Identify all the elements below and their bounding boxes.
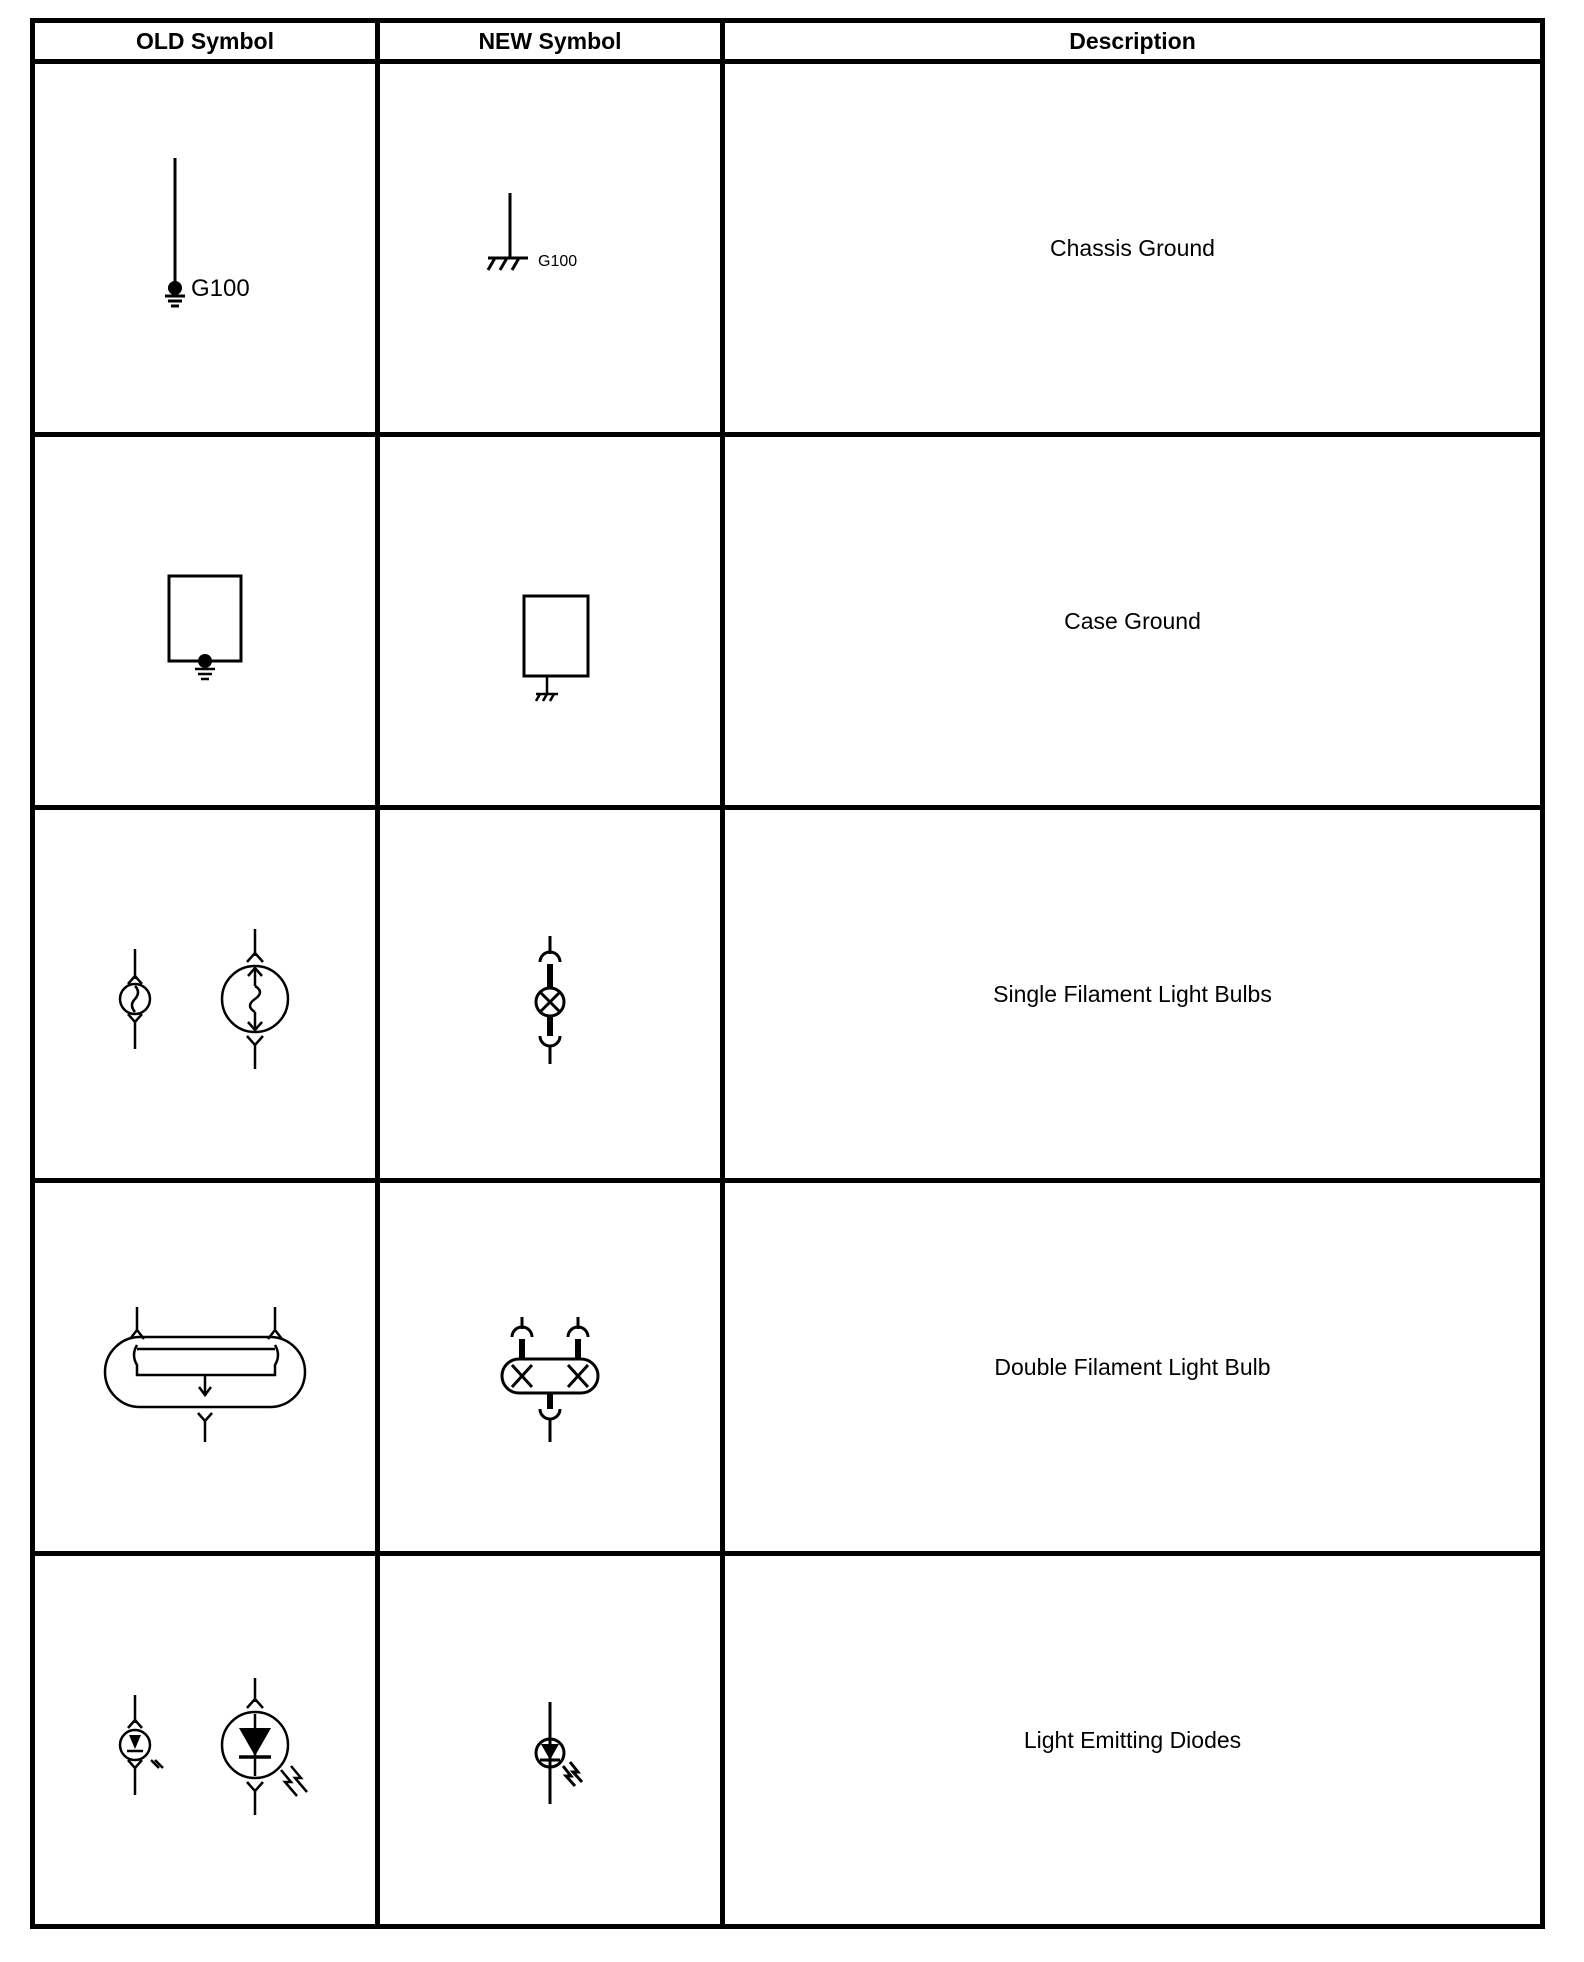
- header-old-symbol: OLD Symbol: [33, 21, 378, 62]
- chassis-ground-old-icon: [105, 118, 305, 378]
- table-row: [33, 435, 1543, 808]
- new-ground-label: G100: [538, 253, 578, 270]
- double-filament-bulb-old-icon: [85, 1237, 325, 1497]
- header-description: Description: [723, 21, 1543, 62]
- old-symbol-cell: [33, 62, 378, 435]
- new-symbol-cell: [378, 1181, 723, 1554]
- new-symbol-cell: [378, 435, 723, 808]
- description-cell: Case Ground: [723, 435, 1543, 808]
- header-row: [33, 21, 1543, 62]
- old-symbol-cell: [33, 808, 378, 1181]
- symbol-comparison-table: [30, 18, 1545, 1929]
- table-row: [33, 808, 1543, 1181]
- description-cell: Chassis Ground: [723, 62, 1543, 435]
- new-symbol-cell: [378, 808, 723, 1181]
- new-symbol-cell: [378, 62, 723, 435]
- table-row: [33, 62, 1543, 435]
- case-ground-new-icon: [450, 491, 650, 751]
- description-cell: Double Filament Light Bulb: [723, 1181, 1543, 1554]
- old-symbol-cell: [33, 435, 378, 808]
- header-new-symbol: NEW Symbol: [378, 21, 723, 62]
- single-filament-bulb-old-icon: [85, 864, 325, 1124]
- led-old-icon: [85, 1610, 325, 1870]
- single-filament-bulb-new-icon: [450, 864, 650, 1124]
- table-row: [33, 1554, 1543, 1927]
- double-filament-bulb-new-icon: [450, 1237, 650, 1497]
- description-cell: Single Filament Light Bulbs: [723, 808, 1543, 1181]
- old-symbol-cell: [33, 1181, 378, 1554]
- case-ground-old-icon: [105, 491, 305, 751]
- description-cell: Light Emitting Diodes: [723, 1554, 1543, 1927]
- led-new-icon: [450, 1610, 650, 1870]
- table-row: [33, 1181, 1543, 1554]
- old-symbol-cell: [33, 1554, 378, 1927]
- chassis-ground-new-icon: [450, 118, 650, 378]
- new-symbol-cell: [378, 1554, 723, 1927]
- old-ground-label: G100: [191, 275, 250, 302]
